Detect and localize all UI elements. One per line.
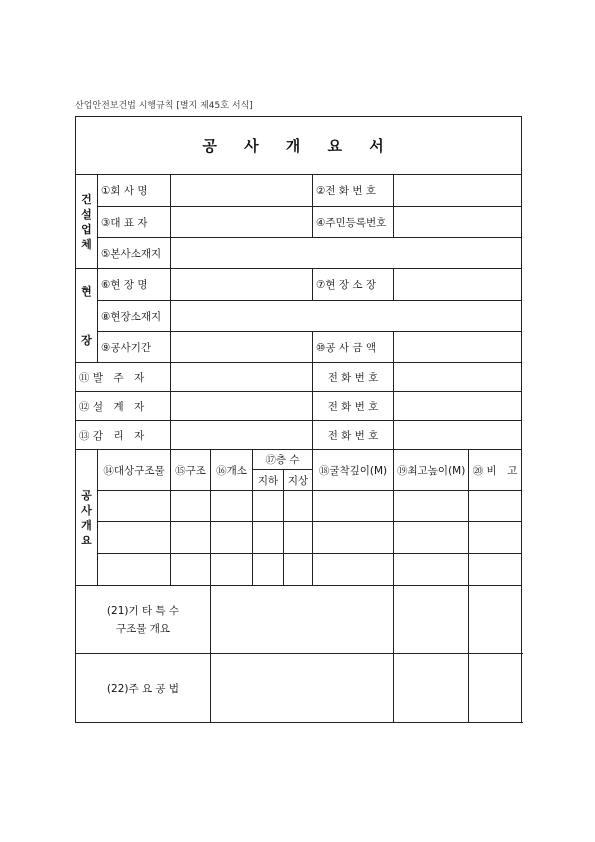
site-name-field[interactable] bbox=[171, 269, 313, 301]
header-count: ⑯개소 bbox=[211, 450, 253, 491]
header-structure-object: ⑭대상구조물 bbox=[98, 450, 171, 491]
head-office-label: ⑤본사소재지 bbox=[98, 238, 171, 269]
cell-structure-object[interactable] bbox=[98, 522, 171, 554]
header-floors: ⑰층 수 bbox=[253, 450, 313, 470]
designer-phone-field[interactable] bbox=[394, 392, 522, 421]
section-char: 개 bbox=[81, 518, 92, 532]
cell-max-height[interactable] bbox=[394, 554, 469, 586]
cell-structure[interactable] bbox=[171, 491, 211, 522]
section-char: 설 bbox=[81, 207, 92, 221]
cell-count[interactable] bbox=[211, 522, 253, 554]
cell-remarks[interactable] bbox=[469, 491, 522, 522]
header-above-ground: 지상 bbox=[284, 470, 313, 491]
header-basement: 지하 bbox=[253, 470, 284, 491]
section-char: 업 bbox=[81, 222, 92, 236]
client-phone-label: 전 화 번 호 bbox=[313, 363, 394, 392]
cell-max-height[interactable] bbox=[394, 491, 469, 522]
representative-field[interactable] bbox=[171, 207, 313, 238]
form-reference-note: 산업안전보건법 시행규칙 [별지 제45호 서식] bbox=[75, 101, 253, 111]
company-name-field[interactable] bbox=[171, 175, 313, 207]
cell-basement[interactable] bbox=[253, 491, 284, 522]
cell-remarks[interactable] bbox=[469, 522, 522, 554]
supervisor-label: ⑬ 감 리 자 bbox=[76, 421, 171, 450]
section-overview bbox=[76, 450, 98, 586]
cell-max-height[interactable] bbox=[394, 522, 469, 554]
table-row bbox=[76, 554, 522, 586]
supervisor-field[interactable] bbox=[171, 421, 313, 450]
supervisor-phone-field[interactable] bbox=[394, 421, 522, 450]
cell-excavation-depth[interactable] bbox=[313, 491, 394, 522]
resident-number-label: ④주민등록번호 bbox=[313, 207, 394, 238]
representative-label: ③대 표 자 bbox=[98, 207, 171, 238]
section-char: 건 bbox=[81, 192, 92, 206]
section-site bbox=[76, 269, 98, 363]
cell-excavation-depth[interactable] bbox=[313, 554, 394, 586]
special-structure-field-a[interactable] bbox=[211, 586, 394, 654]
table-row bbox=[76, 491, 522, 522]
construction-period-label: ⑨공사기간 bbox=[98, 332, 171, 363]
cell-above-ground[interactable] bbox=[284, 491, 313, 522]
cell-count[interactable] bbox=[211, 491, 253, 522]
spacer bbox=[79, 299, 94, 333]
header-remarks: ⑳ 비 고 bbox=[469, 450, 522, 491]
construction-amount-label: ⑩공 사 금 액 bbox=[313, 332, 394, 363]
construction-amount-field[interactable] bbox=[394, 332, 522, 363]
cell-basement[interactable] bbox=[253, 554, 284, 586]
construction-overview-form bbox=[75, 116, 522, 723]
client-label: ⑪ 발 주 자 bbox=[76, 363, 171, 392]
special-structure-label-line1: (21)기 타 특 수 bbox=[106, 604, 180, 617]
company-name-label: ①회 사 명 bbox=[98, 175, 171, 207]
cell-above-ground[interactable] bbox=[284, 522, 313, 554]
site-manager-label: ⑦현 장 소 장 bbox=[313, 269, 394, 301]
client-phone-field[interactable] bbox=[394, 363, 522, 392]
site-location-field[interactable] bbox=[171, 301, 522, 332]
cell-structure[interactable] bbox=[171, 522, 211, 554]
main-method-label: (22)주 요 공 법 bbox=[76, 654, 211, 723]
special-structure-field-b[interactable] bbox=[394, 586, 469, 654]
cell-structure[interactable] bbox=[171, 554, 211, 586]
table-row bbox=[76, 522, 522, 554]
special-structure-label-line2: 구조물 개요 bbox=[115, 622, 171, 635]
designer-label: ⑫ 설 계 자 bbox=[76, 392, 171, 421]
special-structure-field-c[interactable] bbox=[469, 586, 522, 654]
header-max-height: ⑲최고높이(M) bbox=[394, 450, 469, 491]
main-method-field-a[interactable] bbox=[211, 654, 394, 723]
section-construction-company bbox=[76, 175, 98, 269]
form-title: 공 사 개 요 서 bbox=[76, 117, 522, 175]
company-phone-label: ②전 화 번 호 bbox=[313, 175, 394, 207]
company-phone-field[interactable] bbox=[394, 175, 522, 207]
site-name-label: ⑥현 장 명 bbox=[98, 269, 171, 301]
special-structure-label bbox=[76, 586, 211, 654]
cell-above-ground[interactable] bbox=[284, 554, 313, 586]
site-manager-field[interactable] bbox=[394, 269, 522, 301]
header-structure: ⑮구조 bbox=[171, 450, 211, 491]
cell-remarks[interactable] bbox=[469, 554, 522, 586]
section-char: 요 bbox=[81, 533, 92, 547]
section-char: 공 bbox=[81, 488, 92, 502]
main-method-field-b[interactable] bbox=[394, 654, 469, 723]
cell-structure-object[interactable] bbox=[98, 554, 171, 586]
head-office-field[interactable] bbox=[171, 238, 522, 269]
section-char: 사 bbox=[81, 503, 92, 517]
resident-number-field[interactable] bbox=[394, 207, 522, 238]
section-char: 체 bbox=[81, 237, 92, 251]
supervisor-phone-label: 전 화 번 호 bbox=[313, 421, 394, 450]
construction-period-field[interactable] bbox=[171, 332, 313, 363]
section-char: 장 bbox=[81, 333, 92, 347]
cell-excavation-depth[interactable] bbox=[313, 522, 394, 554]
designer-field[interactable] bbox=[171, 392, 313, 421]
cell-basement[interactable] bbox=[253, 522, 284, 554]
client-field[interactable] bbox=[171, 363, 313, 392]
site-location-label: ⑧현장소재지 bbox=[98, 301, 171, 332]
designer-phone-label: 전 화 번 호 bbox=[313, 392, 394, 421]
main-method-field-c[interactable] bbox=[469, 654, 522, 723]
section-char: 현 bbox=[81, 284, 92, 298]
header-excavation-depth: ⑱굴착깊이(M) bbox=[313, 450, 394, 491]
cell-structure-object[interactable] bbox=[98, 491, 171, 522]
cell-count[interactable] bbox=[211, 554, 253, 586]
